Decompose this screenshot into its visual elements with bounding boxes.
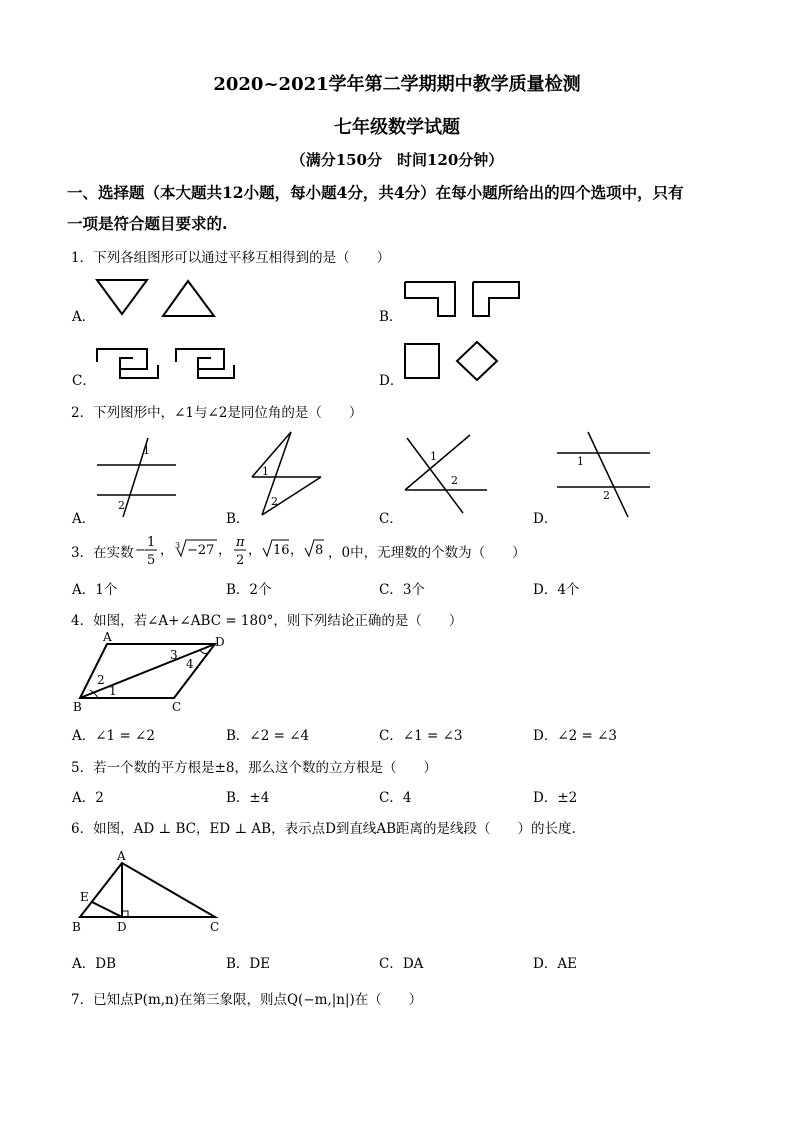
q2-option-d: D．	[533, 511, 558, 527]
q5-option-b: B．±4	[226, 790, 270, 806]
q6-label-b: B	[72, 920, 81, 934]
q1b-shape-left	[405, 282, 455, 316]
question-6: 6．如图，AD ⊥ BC，ED ⊥ AB，表示点D到直线AB距离的是线段（ ）的长度.	[71, 821, 576, 837]
q6-option-d: D．AE	[533, 956, 577, 972]
q1a-down-triangle	[97, 280, 147, 314]
q1-option-c: C．	[72, 373, 96, 389]
svg-text:16: 16	[273, 543, 290, 558]
q3-option-d: D．4个	[533, 582, 580, 598]
q6-label-c: C	[210, 920, 220, 934]
q6-option-c: C．DA	[379, 956, 424, 972]
q1c-shape-left	[97, 349, 147, 369]
q4-option-d: D．∠2 = ∠3	[533, 728, 618, 744]
q3-math-values	[133, 530, 328, 570]
q4-label-4: 4	[186, 657, 194, 671]
q2b-label-1: 1	[262, 465, 269, 478]
q4-label-c: C	[172, 700, 182, 714]
svg-text:−27: −27	[187, 543, 215, 558]
q2d-label-1: 1	[577, 455, 584, 468]
svg-text:，: ，	[160, 543, 174, 558]
q4-label-a: A	[103, 630, 112, 644]
question-5: 5．若一个数的平方根是±8，那么这个数的立方根是（ ）	[71, 760, 437, 776]
q2d-label-2: 2	[603, 489, 610, 502]
q1c-shape-right	[176, 349, 224, 369]
score-time: （满分150分 时间120分钟）	[290, 151, 504, 169]
q4-label-3: 3	[170, 648, 178, 662]
q6-option-b: B．DE	[226, 956, 271, 972]
q4-option-c: C．∠1 = ∠3	[379, 728, 463, 744]
q4-label-d: D	[215, 635, 225, 649]
q1-option-a: A．	[72, 309, 96, 325]
q3-option-a: A．1个	[72, 582, 118, 598]
q4-label-2: 2	[97, 673, 105, 687]
section-heading-line1: 一、选择题（本大题共12小题，每小题4分，共4分）在每小题所给出的四个选项中，只有	[67, 183, 684, 202]
q6-label-e: E	[80, 890, 89, 904]
svg-text:，: ，	[218, 543, 232, 558]
q1c-shape-right-lower	[198, 365, 234, 378]
question-1: 1．下列各组图形可以通过平移互相得到的是（ ）	[71, 250, 391, 266]
question-4: 4．如图，若∠A+∠ABC = 180°，则下列结论正确的是（ ）	[71, 613, 463, 629]
q1a-up-triangle	[163, 281, 214, 316]
exam-title: 2020~2021学年第二学期期中教学质量检测	[213, 74, 581, 95]
q1d-square	[405, 344, 439, 378]
svg-text:，: ，	[290, 543, 304, 558]
q4-parallelogram-figure	[60, 630, 240, 715]
q4-label-1: 1	[109, 684, 117, 698]
q5-option-a: A．2	[72, 790, 104, 806]
q2-option-b: B．	[226, 511, 250, 527]
q2-option-a: A．	[72, 511, 96, 527]
section-heading-line2: 一项是符合题目要求的.	[67, 214, 228, 233]
q3-option-b: B．2个	[226, 582, 272, 598]
q1-option-b: B．	[379, 309, 403, 325]
q3-option-c: C．3个	[379, 582, 425, 598]
svg-text:，: ，	[248, 543, 262, 558]
exam-subtitle: 七年级数学试题	[334, 117, 460, 138]
q6-option-a: A．DB	[72, 956, 116, 972]
svg-text:3: 3	[175, 541, 181, 550]
q2-figures	[0, 420, 794, 520]
q1b-shape-right	[473, 282, 519, 316]
question-2: 2．下列图形中，∠1与∠2是同位角的是（ ）	[71, 405, 363, 421]
q2a-label-1: 1	[143, 444, 150, 457]
q1d-diamond	[457, 342, 497, 380]
svg-text:5: 5	[147, 553, 156, 568]
svg-text:2: 2	[236, 553, 245, 568]
question-3-prefix: 3．在实数	[71, 545, 134, 561]
question-3-suffix: ，0中，无理数的个数为（ ）	[328, 545, 526, 561]
q6-label-a: A	[117, 849, 126, 863]
q2a-label-2: 2	[118, 499, 125, 512]
q6-label-d: D	[117, 920, 127, 934]
svg-text:8: 8	[315, 543, 324, 558]
q4-option-a: A．∠1 = ∠2	[72, 728, 155, 744]
q4-label-b: B	[73, 700, 82, 714]
q4-option-b: B．∠2 = ∠4	[226, 728, 310, 744]
q6-triangle-figure	[60, 845, 240, 935]
q2-option-c: C．	[379, 511, 403, 527]
q1c-shape-left-lower	[120, 365, 158, 378]
q2b-label-2: 2	[271, 495, 278, 508]
q1-option-d: D．	[379, 373, 404, 389]
q5-option-c: C．4	[379, 790, 412, 806]
svg-text:−: −	[135, 543, 146, 558]
q2c-label-1: 1	[430, 450, 437, 463]
q5-option-d: D．±2	[533, 790, 578, 806]
q1-figures	[0, 0, 794, 400]
question-7: 7．已知点P(m,n)在第三象限，则点Q(−m,|n|)在（ ）	[71, 992, 423, 1008]
q3-frac-num: 1	[147, 535, 156, 550]
q2c-label-2: 2	[451, 474, 458, 487]
svg-text:π: π	[236, 535, 245, 550]
